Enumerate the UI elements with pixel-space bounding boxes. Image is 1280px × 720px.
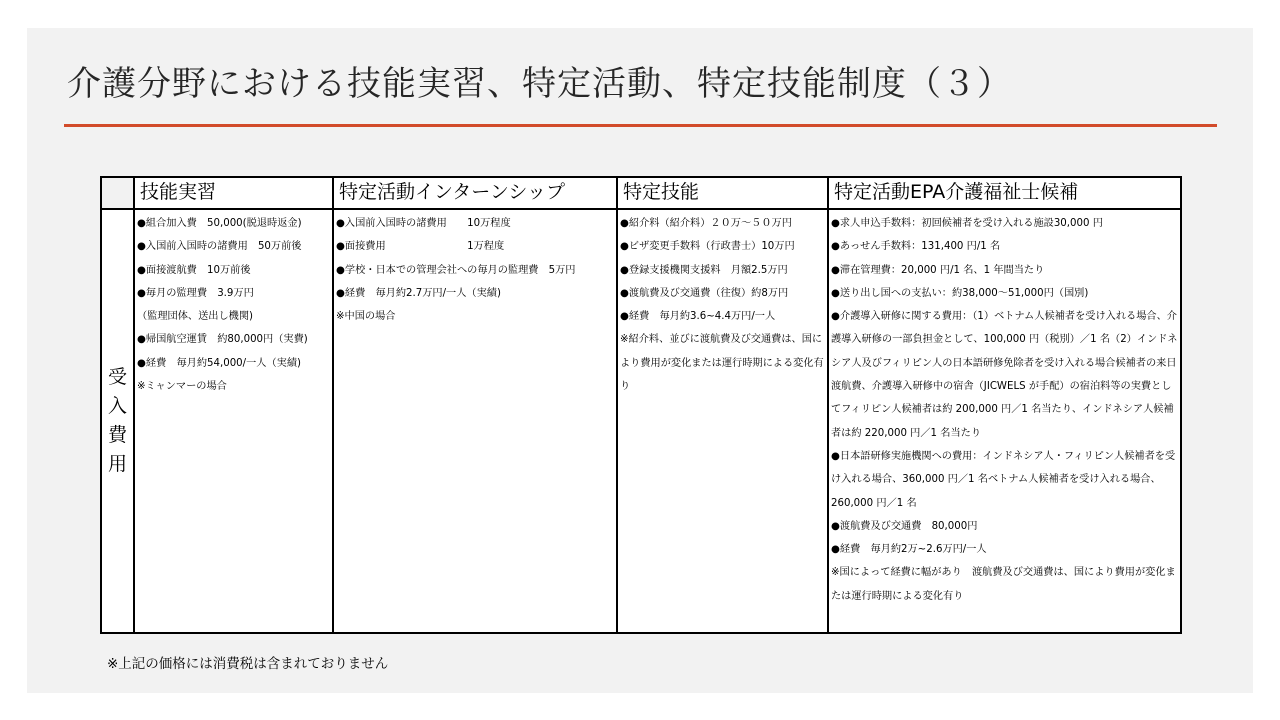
column-header-epa: 特定活動EPA介護福祉士候補 (828, 177, 1181, 209)
list-item: ●面接渡航費 10万前後 (137, 264, 251, 276)
row-label-char: 費 (107, 424, 127, 446)
cell-epa (828, 209, 1181, 633)
row-label-char: 用 (107, 453, 127, 475)
title-underline (64, 124, 1217, 127)
list-item: ●ビザ変更手数料（行政書士）10万円 (620, 241, 795, 253)
row-label-char: 受 (107, 366, 127, 388)
list-item: ●滞在管理費：20,000 円/1 名、1 年間当たり (831, 264, 1045, 276)
list-item: ※国によって経費に幅があり 渡航費及び交通費は、国により費用が変化または運行時期による変化有り (831, 567, 1176, 602)
tax-footnote: ※上記の価格には消費税は含まれておりません (107, 656, 389, 672)
list-item: ※紹介料、並びに渡航費及び交通費は、国により費用が変化または運行時期による変化有り (620, 334, 824, 393)
list-item: ●経費 毎月約3.6~4.4万円/一人 (620, 311, 776, 323)
list-item: ※ミャンマーの場合 (137, 381, 227, 393)
list-item: ※中国の場合 (336, 311, 396, 323)
acceptance-cost-table (100, 176, 1182, 634)
list-item: ●求人申込手数料：初回候補者を受け入れる施設30,000 円 (831, 218, 1103, 229)
list-item: ●学校・日本での管理会社への毎月の監理費 5万円 (336, 264, 576, 276)
slide-title: 介護分野における技能実習、特定活動、特定技能制度（３） (67, 64, 1012, 104)
list-item: （監理団体、送出し機関) (137, 311, 254, 323)
list-item: ●渡航費及び交通費 80,000円 (831, 520, 978, 532)
cell-technical-intern (134, 209, 333, 633)
slide (27, 28, 1253, 693)
column-header-internship: 特定活動インターンシップ (333, 177, 617, 209)
list-item: ●毎月の監理費 3.9万円 (137, 287, 254, 299)
row-label-char: 入 (107, 395, 127, 417)
list-item: ●介護導入研修に関する費用：（1）ベトナム人候補者を受け入れる場合、介護導入研修の一部負担金として、100,000 円（税別）／1 名（2）インドネシア人及びフィリピン人の日本語研修免除者を受け入れる場合候補者の来日渡航費、介護導入研修中の宿舎（JICWELS が手配）の宿泊料等の実費としてフィリピン人候補者は約 200,000 円／1 名当たり、インドネシア人候補者は約 220,000 円／1 名当たり (831, 311, 1178, 439)
list-item: ●帰国航空運賃 約80,000円（実費) (137, 334, 308, 346)
table-row (101, 209, 1181, 633)
column-header-specified-skills: 特定技能 (617, 177, 828, 209)
cell-internship (333, 209, 617, 633)
list-item: ●組合加入費 50,000(脱退時返金) (137, 218, 302, 229)
list-item: ●入国前入国時の諸費用 50万前後 (137, 241, 302, 253)
cell-specified-skills (617, 209, 828, 633)
list-item: ●日本語研修実施機関への費用：インドネシア人・フィリピン人候補者を受け入れる場合、360,000 円／1 名ベトナム人候補者を受け入れる場合、260,000 円／1 名 (831, 450, 1176, 509)
table-header-row (101, 177, 1181, 209)
list-item: ●面接費用 1万程度 (336, 241, 505, 253)
list-item: ●経費 毎月約54,000/一人（実績) (137, 357, 302, 369)
list-item: ●渡航費及び交通費（往復）約8万円 (620, 287, 789, 299)
row-label-acceptance-cost (101, 209, 134, 633)
column-header-technical-intern: 技能実習 (134, 177, 333, 209)
list-item: ●経費 毎月約2万~2.6万円/一人 (831, 544, 987, 556)
list-item: ●紹介料（紹介料）２０万～５０万円 (620, 218, 792, 229)
list-item: ●送り出し国への支払い：約38,000～51,000円（国別) (831, 287, 1089, 299)
list-item: ●経費 毎月約2.7万円/一人（実績) (336, 287, 501, 299)
list-item: ●あっせん手数料：131,400 円/1 名 (831, 241, 1001, 253)
list-item: ●入国前入国時の諸費用 10万程度 (336, 218, 511, 229)
list-item: ●登録支援機関支援料 月額2.5万円 (620, 264, 788, 276)
table-corner (101, 177, 134, 209)
